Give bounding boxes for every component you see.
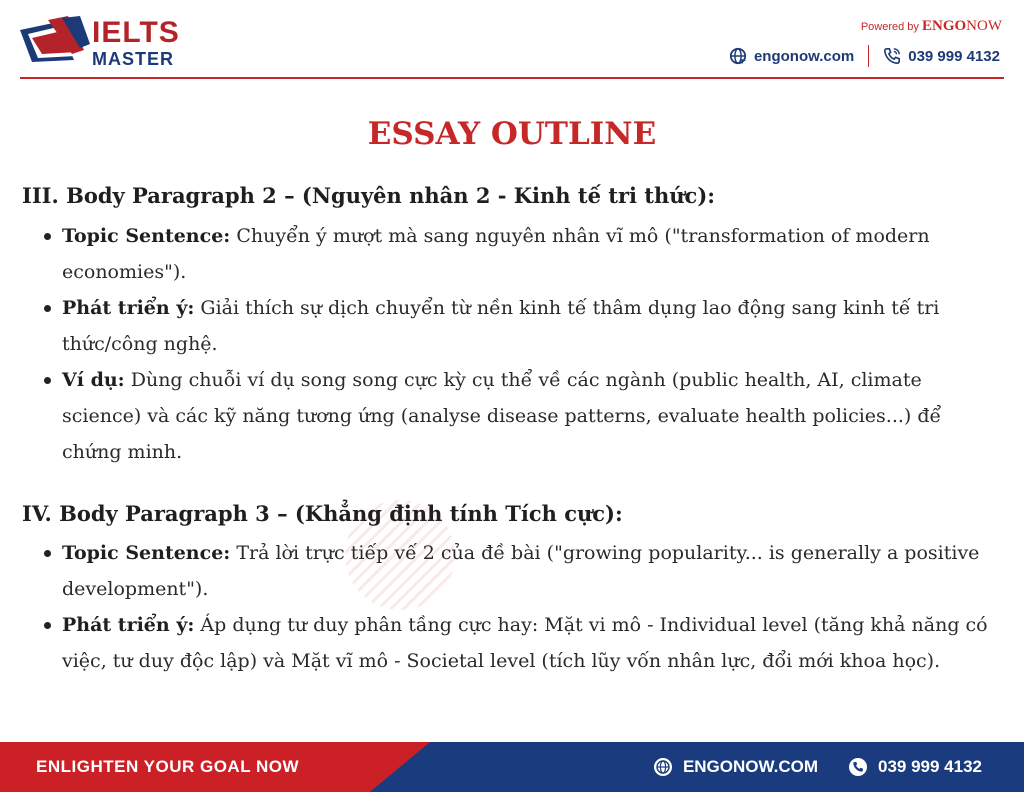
header-contact-divider [868, 45, 869, 67]
section-heading-body-3: IV. Body Paragraph 3 – (Khẳng định tính Tích cực): [22, 501, 623, 526]
section-list-body-3 [42, 535, 998, 679]
list-item [42, 218, 998, 290]
ielts-master-logo[interactable] [18, 16, 198, 72]
logo-text-ielts: IELTS [92, 16, 180, 49]
page-title: ESSAY OUTLINE [367, 116, 657, 152]
item-label: Phát triển ý: [62, 297, 195, 319]
globe-icon [729, 47, 747, 65]
section-heading-body-2: III. Body Paragraph 2 – (Nguyên nhân 2 - Kinh tế tri thức): [22, 183, 716, 208]
list-item [42, 607, 998, 679]
footer-contact [653, 742, 982, 792]
powered-by [861, 18, 1002, 35]
book-stripes-icon [18, 16, 90, 66]
header [0, 0, 1024, 80]
powered-by-prefix: Powered by [860, 21, 922, 33]
phone-icon [848, 757, 868, 777]
item-text: Trả lời trực tiếp vế 2 của đề bài ("growing popularity... is generally a positive development"). [62, 542, 980, 600]
section-list-body-2 [42, 218, 998, 470]
item-label: Ví dụ: [62, 369, 125, 391]
header-website-link[interactable]: engonow.com [753, 47, 855, 65]
list-item [42, 290, 998, 362]
footer [0, 742, 1024, 792]
list-item [42, 362, 998, 470]
globe-icon [653, 757, 673, 777]
item-text: Áp dụng tư duy phân tầng cực hay: Mặt vi mô - Individual level (tăng khả năng có việc, tư duy độc lập) và Mặt vĩ mô - Societal level (tích lũy vốn nhân lực, đổi mới khoa học). [62, 614, 988, 672]
footer-slogan: ENLIGHTEN YOUR GOAL NOW [36, 757, 300, 776]
footer-website-link[interactable]: ENGONOW.COM [682, 757, 818, 776]
header-divider [20, 77, 1004, 79]
item-label: Phát triển ý: [62, 614, 195, 636]
list-item [42, 535, 998, 607]
item-label: Topic Sentence: [62, 542, 231, 564]
logo-text-master: MASTER [92, 49, 174, 69]
engonow-brand [922, 18, 1002, 34]
brand-engo: ENGO [921, 18, 967, 34]
item-text: Giải thích sự dịch chuyển từ nền kinh tế thâm dụng lao động sang kinh tế tri thức/công nghệ. [62, 297, 940, 355]
brand-now: NOW [966, 18, 1002, 34]
item-text: Dùng chuỗi ví dụ song song cực kỳ cụ thể về các ngành (public health, AI, climate science) và các kỹ năng tương ứng (analyse disease patterns, evaluate health policies...) để chứng minh. [62, 369, 942, 463]
footer-phone-link[interactable]: 039 999 4132 [878, 757, 982, 776]
item-text: Chuyển ý mượt mà sang nguyên nhân vĩ mô ("transformation of modern economies"). [62, 225, 930, 283]
header-contact [729, 44, 1000, 68]
phone-icon [883, 47, 901, 65]
item-label: Topic Sentence: [62, 225, 231, 247]
header-phone-link[interactable]: 039 999 4132 [908, 47, 1000, 65]
